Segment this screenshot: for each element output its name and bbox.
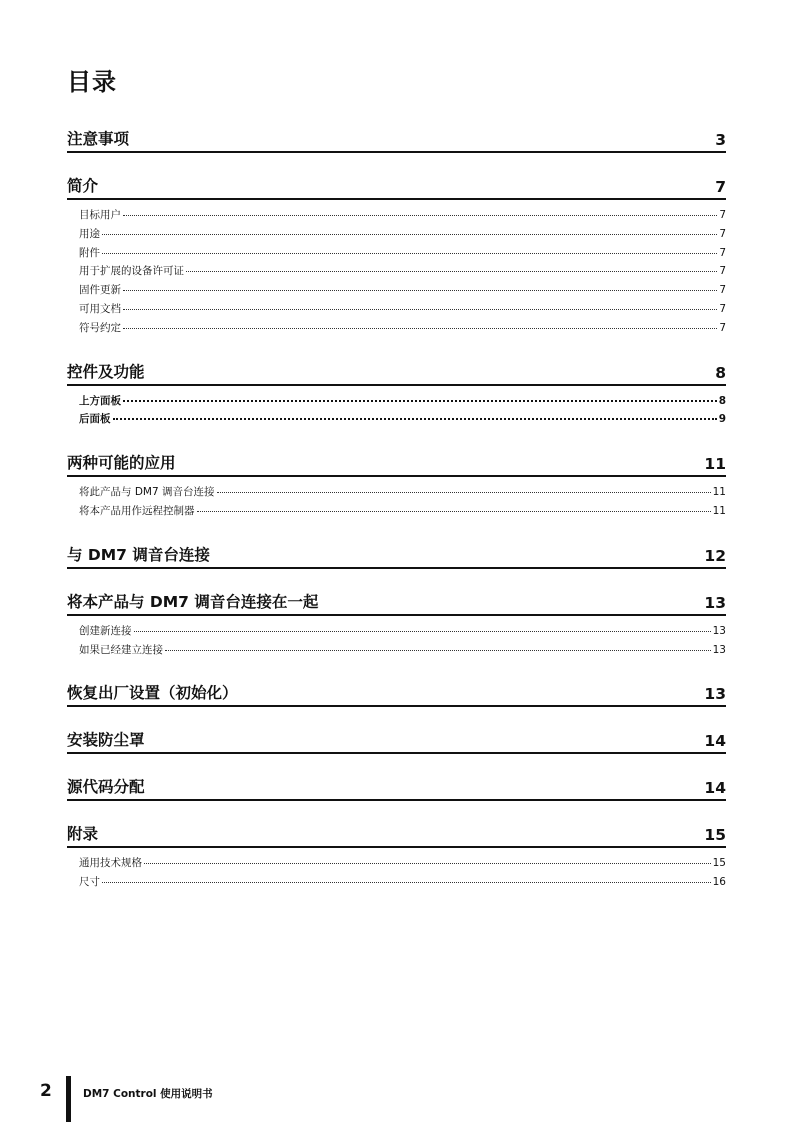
toc-entry-page-number: 13 [712, 624, 726, 637]
toc-section-page-number: 13 [704, 685, 726, 704]
toc-section-page-number: 12 [704, 546, 726, 565]
toc-entry-list [67, 393, 726, 431]
dot-leader [197, 511, 711, 512]
toc-entry-label: 符号约定 [79, 321, 121, 334]
toc-section-title: 恢复出厂设置（初始化） [67, 684, 238, 703]
toc-entry-list [67, 855, 726, 893]
toc-section-title: 附录 [67, 825, 99, 844]
footer-page-number: 2 [40, 1081, 52, 1101]
toc-entry[interactable] [67, 855, 726, 874]
toc-section [67, 776, 726, 801]
toc-entry[interactable] [67, 503, 726, 522]
footer-divider-bar [66, 1076, 71, 1122]
toc-section [67, 544, 726, 569]
toc-entry-label: 如果已经建立连接 [79, 643, 163, 656]
dot-leader [113, 418, 717, 420]
toc-entry-label: 目标用户 [79, 209, 121, 221]
toc-entry[interactable] [67, 301, 726, 320]
page-footer [40, 1076, 213, 1122]
toc-section-heading[interactable] [67, 591, 726, 616]
toc-section-page-number: 8 [715, 363, 726, 382]
toc-entry[interactable] [67, 484, 726, 503]
dot-leader [123, 290, 717, 291]
toc-entry[interactable] [67, 393, 726, 412]
toc-entry-label: 将此产品与 DM7 调音台连接 [79, 486, 215, 499]
dot-leader [123, 309, 717, 310]
toc-entry-page-number: 7 [719, 246, 726, 259]
dot-leader [217, 492, 711, 493]
toc-section-title: 与 DM7 调音台连接 [67, 545, 210, 564]
toc-entry-label: 可用文档 [79, 302, 121, 315]
toc-entry-page-number: 7 [719, 209, 726, 221]
toc-section-heading[interactable] [67, 175, 726, 200]
toc-section-page-number: 14 [704, 779, 726, 798]
dot-leader [102, 234, 717, 235]
toc-entry-page-number: 7 [719, 265, 726, 278]
toc-section [67, 729, 726, 754]
toc-section-title: 源代码分配 [67, 778, 145, 797]
toc-entry-page-number: 11 [712, 504, 726, 517]
toc-entry-label: 创建新连接 [79, 624, 132, 637]
toc-section-title: 两种可能的应用 [67, 454, 176, 473]
toc-entry[interactable] [67, 263, 726, 282]
toc-entry-page-number: 8 [718, 394, 726, 407]
toc-section-page-number: 7 [715, 178, 726, 196]
toc-section-title: 控件及功能 [67, 362, 145, 381]
toc-entry-label: 通用技术规格 [79, 857, 142, 870]
toc-section [67, 452, 726, 522]
toc-entry-page-number: 7 [719, 321, 726, 334]
toc-section-page-number: 13 [704, 593, 726, 612]
toc-entry-label: 附件 [79, 246, 100, 259]
dot-leader [102, 253, 717, 254]
toc-entry[interactable] [67, 411, 726, 430]
toc-section-heading[interactable] [67, 128, 726, 153]
dot-leader [123, 215, 717, 216]
toc-entry[interactable] [67, 874, 726, 893]
toc-entry-page-number: 7 [719, 227, 726, 240]
toc-entry-label: 上方面板 [79, 394, 121, 407]
toc-section [67, 682, 726, 707]
toc-entry-label: 尺寸 [79, 876, 100, 889]
toc-entry-page-number: 15 [712, 857, 726, 870]
toc-entry-label: 将本产品用作远程控制器 [79, 504, 195, 517]
toc-section-page-number: 14 [704, 732, 726, 751]
toc-entry[interactable] [67, 282, 726, 301]
toc-entry[interactable] [67, 245, 726, 264]
dot-leader [102, 882, 711, 883]
dot-leader [144, 863, 711, 864]
toc-section-heading[interactable] [67, 544, 726, 569]
toc-section [67, 591, 726, 661]
toc-section-title: 注意事项 [67, 130, 130, 148]
dot-leader [123, 400, 717, 402]
toc-section [67, 128, 726, 153]
toc-entry-page-number: 7 [719, 284, 726, 297]
toc-entry-label: 用途 [79, 227, 100, 240]
toc-section-title: 将本产品与 DM7 调音台连接在一起 [67, 592, 319, 611]
toc-entry[interactable] [67, 226, 726, 245]
toc-entry[interactable] [67, 320, 726, 339]
toc-section-heading[interactable] [67, 823, 726, 848]
toc-section-heading[interactable] [67, 729, 726, 754]
toc-entry-list [67, 623, 726, 661]
toc-entry-page-number: 11 [712, 486, 726, 499]
toc-entry-page-number: 16 [712, 876, 726, 889]
toc-entry-page-number: 9 [718, 413, 726, 426]
footer-doc-title: DM7 Control 使用说明书 [83, 1088, 213, 1100]
toc-section-heading[interactable] [67, 452, 726, 477]
dot-leader [134, 631, 711, 632]
table-of-contents [67, 128, 726, 915]
toc-entry-list [67, 207, 726, 339]
dot-leader [165, 650, 711, 651]
toc-section [67, 823, 726, 893]
page-title: 目录 [67, 68, 117, 96]
toc-entry[interactable] [67, 642, 726, 661]
toc-entry-label: 固件更新 [79, 284, 121, 297]
toc-section-page-number: 15 [704, 826, 726, 845]
toc-entry[interactable] [67, 207, 726, 226]
dot-leader [186, 271, 717, 272]
toc-entry[interactable] [67, 623, 726, 642]
toc-section-title: 简介 [67, 177, 99, 195]
toc-entry-page-number: 7 [719, 302, 726, 315]
toc-entry-label: 用于扩展的设备许可证 [79, 265, 184, 278]
toc-section-heading[interactable] [67, 361, 726, 386]
toc-section [67, 361, 726, 431]
toc-section-heading[interactable] [67, 776, 726, 801]
dot-leader [123, 328, 717, 329]
toc-section-heading[interactable] [67, 682, 726, 707]
toc-section-title: 安装防尘罩 [67, 731, 145, 750]
toc-section-page-number: 3 [715, 131, 726, 149]
toc-entry-list [67, 484, 726, 522]
toc-entry-label: 后面板 [79, 413, 111, 426]
toc-entry-page-number: 13 [712, 643, 726, 656]
toc-section [67, 175, 726, 339]
toc-section-page-number: 11 [704, 455, 726, 474]
